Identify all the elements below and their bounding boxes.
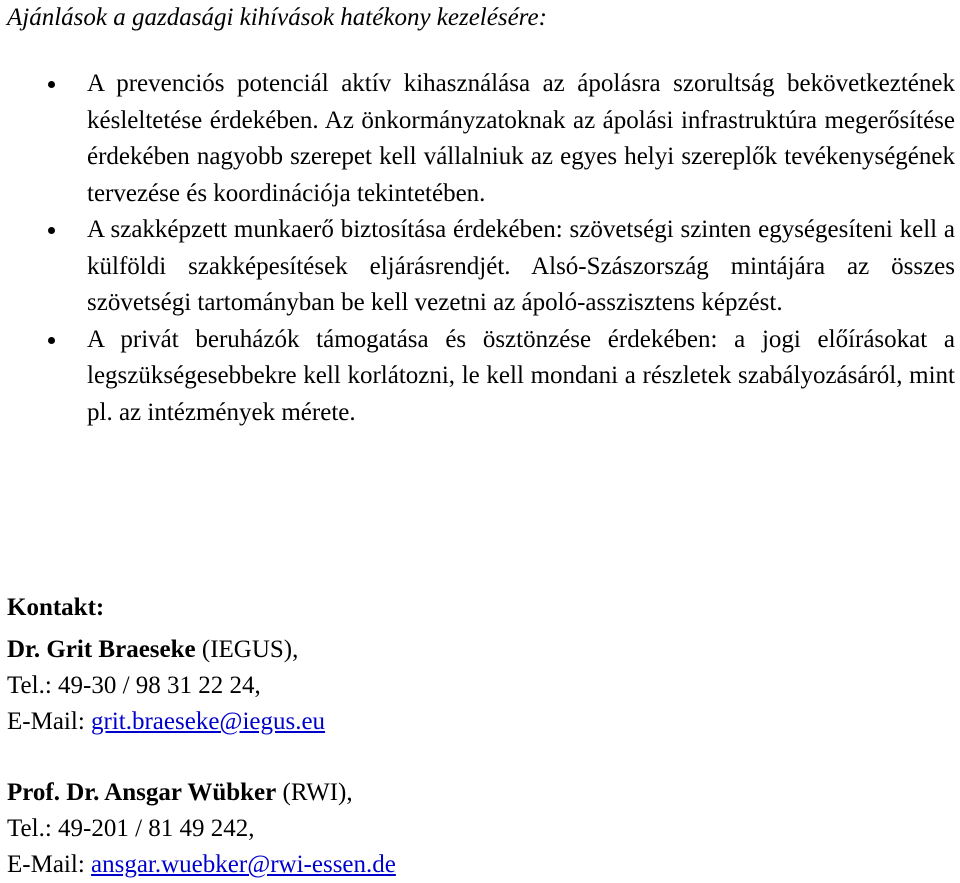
contact-phone: Tel.: 49-201 / 81 49 242, xyxy=(7,815,255,842)
email-link[interactable]: grit.braeseke@iegus.eu xyxy=(91,708,326,735)
contact-label xyxy=(7,590,104,626)
recommendation-list xyxy=(0,66,960,431)
contact-heading: Kontakt: xyxy=(7,594,105,621)
page-heading: Ajánlások a gazdasági kihívások hatékony kezelésére: xyxy=(7,4,547,31)
contact-email-line xyxy=(7,847,396,883)
contact-block-wuebker xyxy=(7,775,396,883)
recommendation-text: A privát beruházók támogatása és ösztönzése érdekében: a jogi előírásokat a legszükségesebbekre kell korlátozni, le kell mondani a részletek szabályozásáról, mint pl. az intézmények mérete. xyxy=(87,325,955,426)
email-label: E-Mail: xyxy=(7,851,92,878)
recommendation-item xyxy=(0,212,960,322)
contact-org: (IEGUS), xyxy=(195,636,299,663)
contact-block-braeseke xyxy=(7,632,325,740)
bullet-icon xyxy=(48,227,55,234)
bullet-icon xyxy=(48,81,55,88)
contact-org: (RWI), xyxy=(276,779,353,806)
contact-name: Dr. Grit Braeseke xyxy=(7,636,196,663)
bullet-icon xyxy=(48,337,55,344)
contact-email-line xyxy=(7,704,325,740)
email-link[interactable]: ansgar.wuebker@rwi-essen.de xyxy=(91,851,396,878)
recommendation-text: A prevenciós potenciál aktív kihasználása az ápolásra szorultság bekövetkeztének késleltetése érdekében. Az önkormányzatoknak az ápolási infrastruktúra megerősítése érdekében nagyobb szerepet kell vállalniuk az egyes helyi szereplők tevékenységének tervezése és koordinációja tekintetében. xyxy=(87,70,955,207)
recommendation-item xyxy=(0,322,960,432)
contact-name: Prof. Dr. Ansgar Wübker xyxy=(7,779,277,806)
email-label: E-Mail: xyxy=(7,708,92,735)
contact-name-line xyxy=(7,632,325,668)
contact-phone: Tel.: 49-30 / 98 31 22 24, xyxy=(7,672,261,699)
recommendation-item xyxy=(0,66,960,212)
contact-name-line xyxy=(7,775,396,811)
recommendation-text: A szakképzett munkaerő biztosítása érdekében: szövetségi szinten egységesíteni kell a külföldi szakképesítések eljárásrendjét. Alsó-Szászország mintájára az összes szövetségi tartományban be kell vezetni az ápoló-asszisztens képzést. xyxy=(87,216,955,316)
